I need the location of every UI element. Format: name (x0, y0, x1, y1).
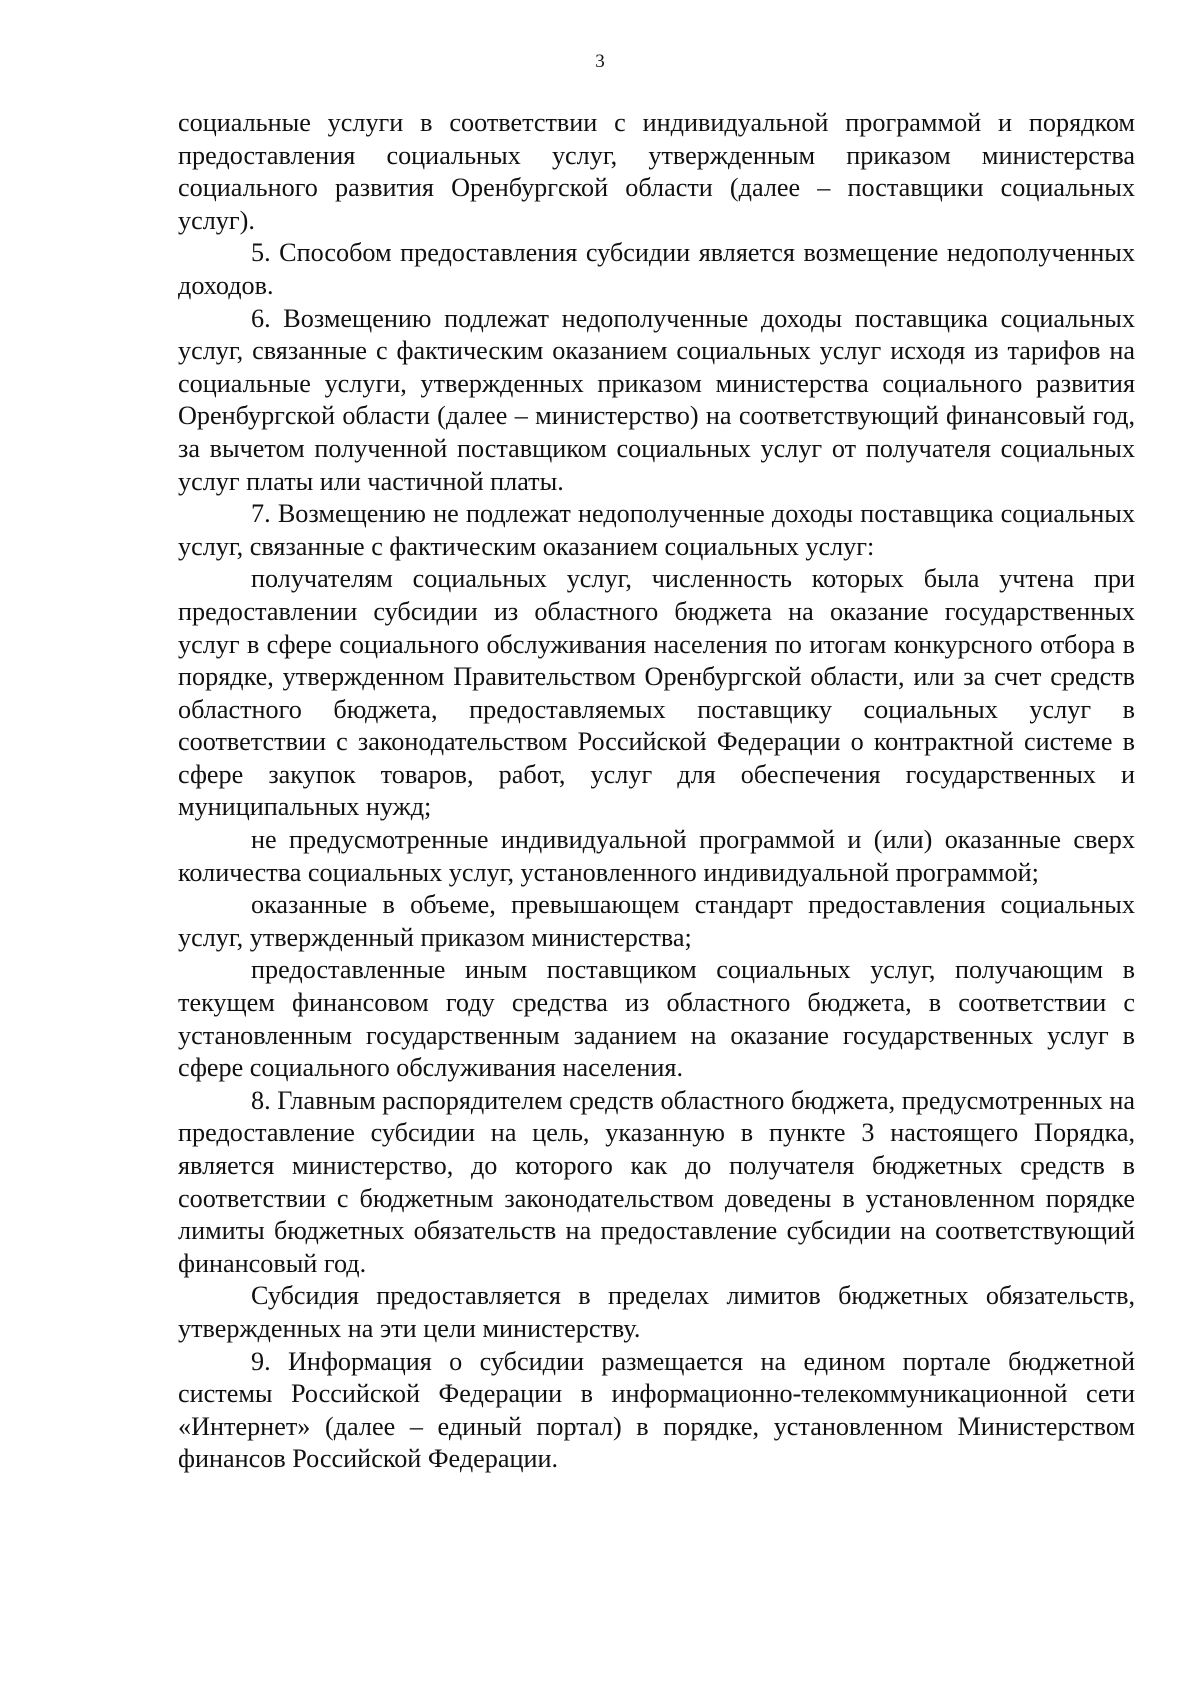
paragraph-item-6: 6. Возмещению подлежат недополученные доходы поставщика социальных услуг, связанные с фактическим оказанием социальных услуг исходя из тарифов на социальные услуги, утвержденных приказом министерства социального развития Оренбургской области (далее – министерство) на соответствующий финансовый год, за вычетом полученной поставщиком социальных услуг от получателя социальных услуг платы или частичной платы. (178, 303, 1135, 496)
page-number: 3 (595, 51, 605, 72)
paragraph-item-7-sub-1: получателям социальных услуг, численность которых была учтена при предоставлении субсидии из областного бюджета на оказание государственных услуг в сфере социального обслуживания населения по итогам конкурсного отбора в порядке, утвержденном Правительством Оренбургской области, или за счет средств областного бюджета, предоставляемых поставщику социальных услуг в соответствии с законодательством Российской Федерации о контрактной системе в сфере закупок товаров, работ, услуг для обеспечения государственных и муниципальных нужд; (178, 564, 1135, 822)
paragraph-item-7-sub-2: не предусмотренные индивидуальной программой и (или) оказанные сверх количества социальных услуг, установленного индивидуальной программой; (178, 825, 1135, 887)
paragraph-item-5: 5. Способом предоставления субсидии является возмещение недополученных доходов. (178, 238, 1135, 300)
paragraph-item-7-sub-3: оказанные в объеме, превышающем стандарт предоставления социальных услуг, утвержденный приказом министерства; (178, 890, 1135, 952)
document-body (178, 107, 1135, 1476)
paragraph-item-8: 8. Главным распорядителем средств областного бюджета, предусмотренных на предоставление субсидии на цель, указанную в пункте 3 настоящего Порядка, является министерство, до которого как до получателя бюджетных средств в соответствии с бюджетным законодательством доведены в установленном порядке лимиты бюджетных обязательств на предоставление субсидии на соответствующий финансовый год. (178, 1085, 1135, 1278)
paragraph-item-8-subsidy: Субсидия предоставляется в пределах лимитов бюджетных обязательств, утвержденных на эти цели министерству. (178, 1281, 1135, 1343)
paragraph-item-9: 9. Информация о субсидии размещается на едином портале бюджетной системы Российской Федерации в информационно-телекоммуникационной сети «Интернет» (далее – единый портал) в порядке, установленном Министерством финансов Российской Федерации. (178, 1346, 1135, 1474)
paragraph-continuation: социальные услуги в соответствии с индивидуальной программой и порядком предоставления социальных услуг, утвержденным приказом министерства социального развития Оренбургской области (далее – поставщики социальных услуг). (178, 108, 1135, 235)
paragraph-item-7-sub-4: предоставленные иным поставщиком социальных услуг, получающим в текущем финансовом году средства из областного бюджета, в соответствии с установленным государственным заданием на оказание государственных услуг в сфере социального обслуживания населения. (178, 955, 1135, 1083)
paragraph-item-7: 7. Возмещению не подлежат недополученные доходы поставщика социальных услуг, связанные с фактическим оказанием социальных услуг: (178, 499, 1135, 561)
